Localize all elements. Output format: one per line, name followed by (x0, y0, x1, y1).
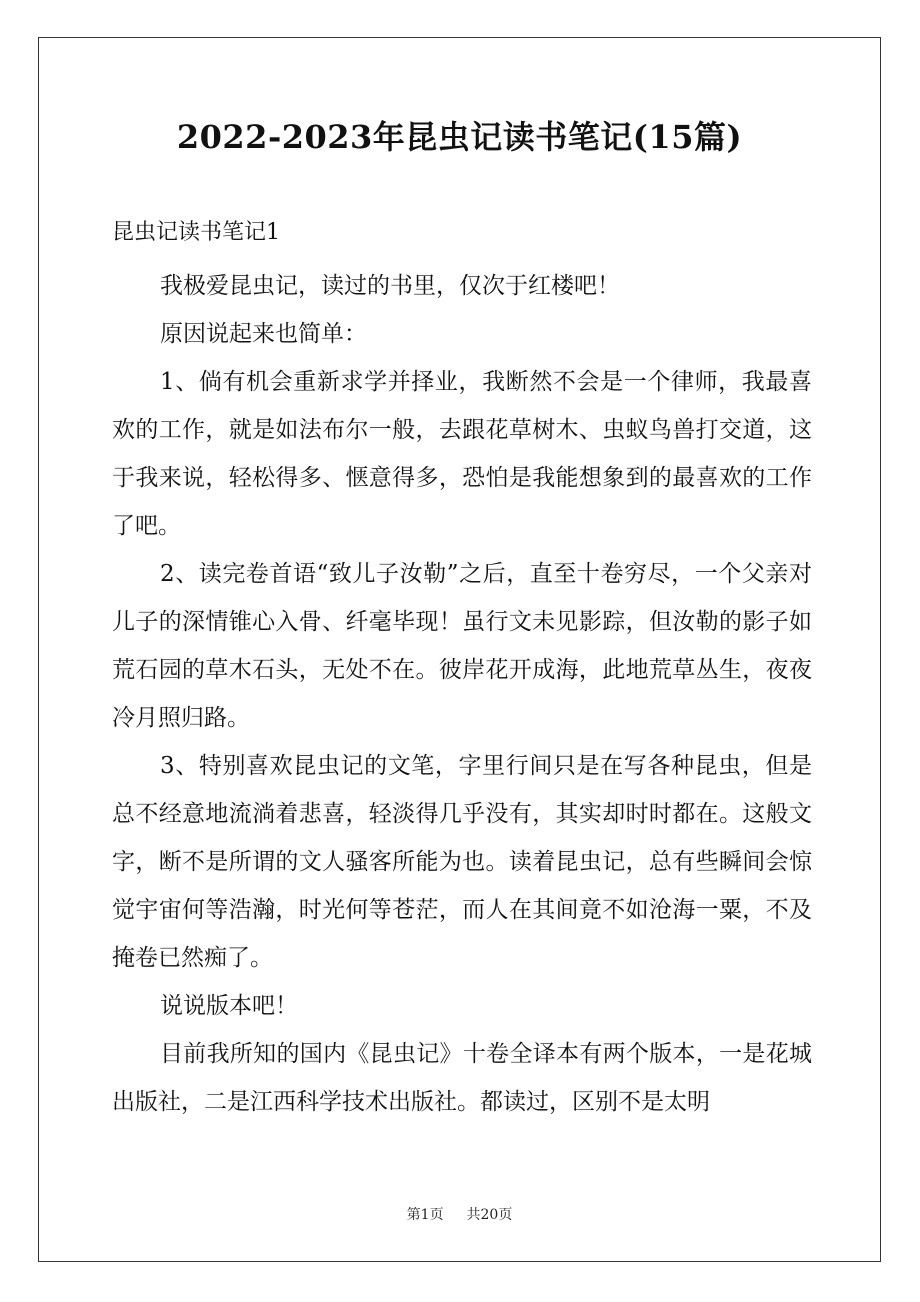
paragraph: 1、倘有机会重新求学并择业，我断然不会是一个律师，我最喜欢的工作，就是如法布尔一般，去跟花草树木、虫蚁鸟兽打交道，这于我来说，轻松得多、惬意得多，恐怕是我能想象到的最喜欢的工作了吧。 (112, 369, 812, 539)
paragraph: 3、特别喜欢昆虫记的文笔，字里行间只是在写各种昆虫，但是总不经意地流淌着悲喜，轻淡得几乎没有，其实却时时都在。这般文字，断不是所谓的文人骚客所能为也。读着昆虫记，总有些瞬间会惊觉宇宙何等浩瀚，时光何等苍茫，而人在其间竟不如沧海一粟，不及掩卷已然痴了。 (112, 753, 812, 971)
section-heading: 昆虫记读书笔记1 (112, 220, 280, 245)
page-footer (38, 1204, 881, 1226)
page-total: 共20页 (466, 1207, 513, 1223)
paragraph: 原因说起来也简单： (160, 321, 367, 347)
paragraph: 说说版本吧！ (160, 993, 298, 1019)
paragraph: 目前我所知的国内《昆虫记》十卷全译本有两个版本，一是花城出版社，二是江西科学技术出版社。都读过，区别不是太明 (112, 1041, 812, 1115)
paragraph: 2、读完卷首语“致儿子汝勒”之后，直至十卷穷尽，一个父亲对儿子的深情锥心入骨、纤毫毕现！虽行文未见影踪，但汝勒的影子如荒石园的草木石头，无处不在。彼岸花开成海，此地荒草丛生，夜夜冷月照归路。 (112, 561, 812, 731)
document-body (112, 262, 812, 1126)
paragraph: 我极爱昆虫记，读过的书里，仅次于红楼吧！ (160, 273, 620, 299)
document-title: 2022-2023年昆虫记读书笔记(15篇) (176, 118, 743, 156)
page-number: 第1页 (406, 1207, 444, 1223)
